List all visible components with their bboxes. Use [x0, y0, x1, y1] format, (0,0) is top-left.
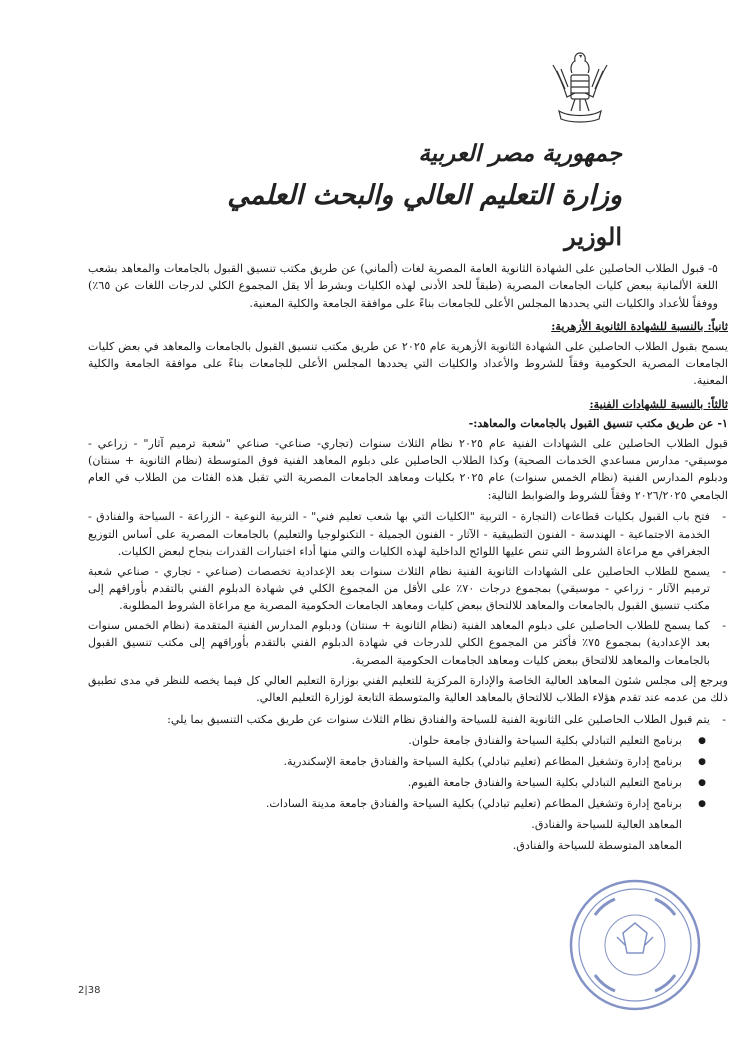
- section-2-text: يسمح بقبول الطلاب الحاصلين على الشهادة الثانوية الأزهرية عام ٢٠٢٥ عن طريق مكتب تنسيق القبول بالجامعات والمعاهد في بعض كليات الجامعات المصرية الحكومية وفقاً للشروط والأعداد والكليات التي يحددها المجلس الأعلى للجامعات بناءً على موافقة الجامعة والكلية المعنية.: [88, 339, 728, 388]
- section-3-heading: ثالثاً: بالنسبة للشهادات الفنية:: [589, 396, 728, 411]
- section-2-heading: ثانياً: بالنسبة للشهادة الثانوية الأزهرية:: [551, 319, 728, 334]
- list-item: ● برنامج التعليم التبادلي بكلية السياحة والفنادق جامعة حلوان.: [88, 732, 728, 750]
- ministry-title: وزارة التعليم العالي والبحث العلمي: [227, 180, 622, 211]
- programs-list: [88, 732, 728, 855]
- list-item: ● برنامج إدارة وتشغيل المطاعم (تعليم تبادلي) بكلية السياحة والفنادق جامعة مدينة السادات.: [88, 795, 728, 813]
- eagle-emblem-icon: [545, 45, 615, 133]
- list-item: - فتح باب القبول بكليات قطاعات (التجارة - التربية "الكليات التي بها شعب تعليم فني" - التربية النوعية - الزراعة - السياحة والفنادق - الخدمة الاجتماعية - الهندسة - الفنون التطبيقية - الآثار - الفنون الجميلة - التكنولوجيا والتعليم) بالجامعات المصرية على أساس التوزيع الجغرافي مع مراعاة الشروط التي تنص عليها اللوائح الداخلية لهذه الكليات والتي منها أداء اختبارات القدرات بنجاح لبعض الكليات.: [88, 508, 728, 560]
- list-item: ● برنامج إدارة وتشغيل المطاعم (تعليم تبادلي) بكلية السياحة والفنادق جامعة الإسكندرية.: [88, 753, 728, 771]
- tourism-list: [88, 711, 728, 728]
- list-item: المعاهد المتوسطة للسياحة والفنادق.: [512, 839, 682, 853]
- list-item: المعاهد العالية للسياحة والفنادق.: [531, 818, 682, 832]
- list-item: - يتم قبول الطلاب الحاصلين على الثانوية الفنية للسياحة والفنادق نظام الثلاث سنوات عن طريق مكتب التنسيق بما يلي:: [88, 711, 728, 728]
- page-number: 2|38: [78, 985, 101, 996]
- minister-title: الوزير: [564, 222, 622, 251]
- item-5-paragraph: ٥- قبول الطلاب الحاصلين على الشهادة الثانوية العامة المصرية لغات (ألماني) عن طريق مكتب تنسيق القبول بالجامعات والمعاهد بشعب اللغة الألمانية ببعض كليات الجامعات المصرية (طبقاً للحد الأدنى لهذه الكليات وبشرط ألا يقل المجموع الكلي لدرجات اللغات عن ٦٥٪) ووفقاً للأعداد والكليات التي يحددها المجلس الأعلى للجامعات بناءً على موافقة الجامعة والكلية المعنية.: [88, 262, 718, 310]
- list-item: - يسمح للطلاب الحاصلين على الشهادات الثانوية الفنية نظام الثلاث سنوات بعد الإعدادية تخصصات (صناعي - تجاري - صناعي شعبة ترميم الآثار - زراعي - موسيقي) بمجموع درجات ٧٠٪ على الأقل من المجموع الكلي في شهادة الدبلوم الفني بالتقدم بأوراقهم إلى مكتب تنسيق القبول بالجامعات والمعاهد للالتحاق ببعض كليات ومعاهد الجامعات الحكومية المصرية مع مراعاة الشروط المطلوبة.: [88, 563, 728, 615]
- council-note: ويرجع إلى مجلس شئون المعاهد العالية الخاصة والإدارة المركزية للتعليم الفني بوزارة التعليم العالي كل فيما يخصه للنظر في مدى تطبيق ذلك من عدمه عند تقدم هؤلاء الطلاب للالتحاق بالمعاهد العالية والمتوسطة التابعة لوزارة التعليم العالي.: [88, 673, 728, 705]
- republic-title: جمهورية مصر العربية: [418, 140, 622, 167]
- document-body: [88, 260, 728, 858]
- ministry-seal-stamp-icon: [565, 875, 705, 1015]
- conditions-list: [88, 508, 728, 669]
- list-item: ● برنامج التعليم التبادلي بكلية السياحة والفنادق جامعة الفيوم.: [88, 774, 728, 792]
- section-3-subheading: ١- عن طريق مكتب تنسيق القبول بالجامعات والمعاهد:-: [468, 416, 728, 431]
- list-item: - كما يسمح للطلاب الحاصلين على دبلوم المعاهد الفنية (نظام الثانوية + سنتان) ودبلوم المدارس الفنية المتقدمة (نظام الخمس سنوات بعد الإعدادية) بمجموع ٧٥٪ فأكثر من المجموع الكلي للدرجات في شهادة الدبلوم الفني بالتقدم بأوراقهم إلى مكتب تنسيق القبول بالجامعات والمعاهد للالتحاق ببعض كليات ومعاهد الجامعات الحكومية المصرية.: [88, 617, 728, 669]
- section-3-intro: قبول الطلاب الحاصلين على الشهادات الفنية عام ٢٠٢٥ نظام الثلاث سنوات (تجاري- صناعي- صناعي "شعبة ترميم آثار" - زراعي - موسيقي- مدارس مساعدي الخدمات الصحية) وكذا الطلاب الحاصلين على دبلوم المعاهد الفنية فوق المتوسطة (نظام الثانوية + سنتان) ودبلوم المدارس الفنية (نظام الخمس سنوات) عام ٢٠٢٥ بكليات ومعاهد الجامعات المصرية التي تقبل هذه الفئات من الطلاب في العام الجامعي ٢٠٢٦/٢٠٢٥ وفقاً للشروط والضوابط التالية:: [88, 436, 728, 502]
